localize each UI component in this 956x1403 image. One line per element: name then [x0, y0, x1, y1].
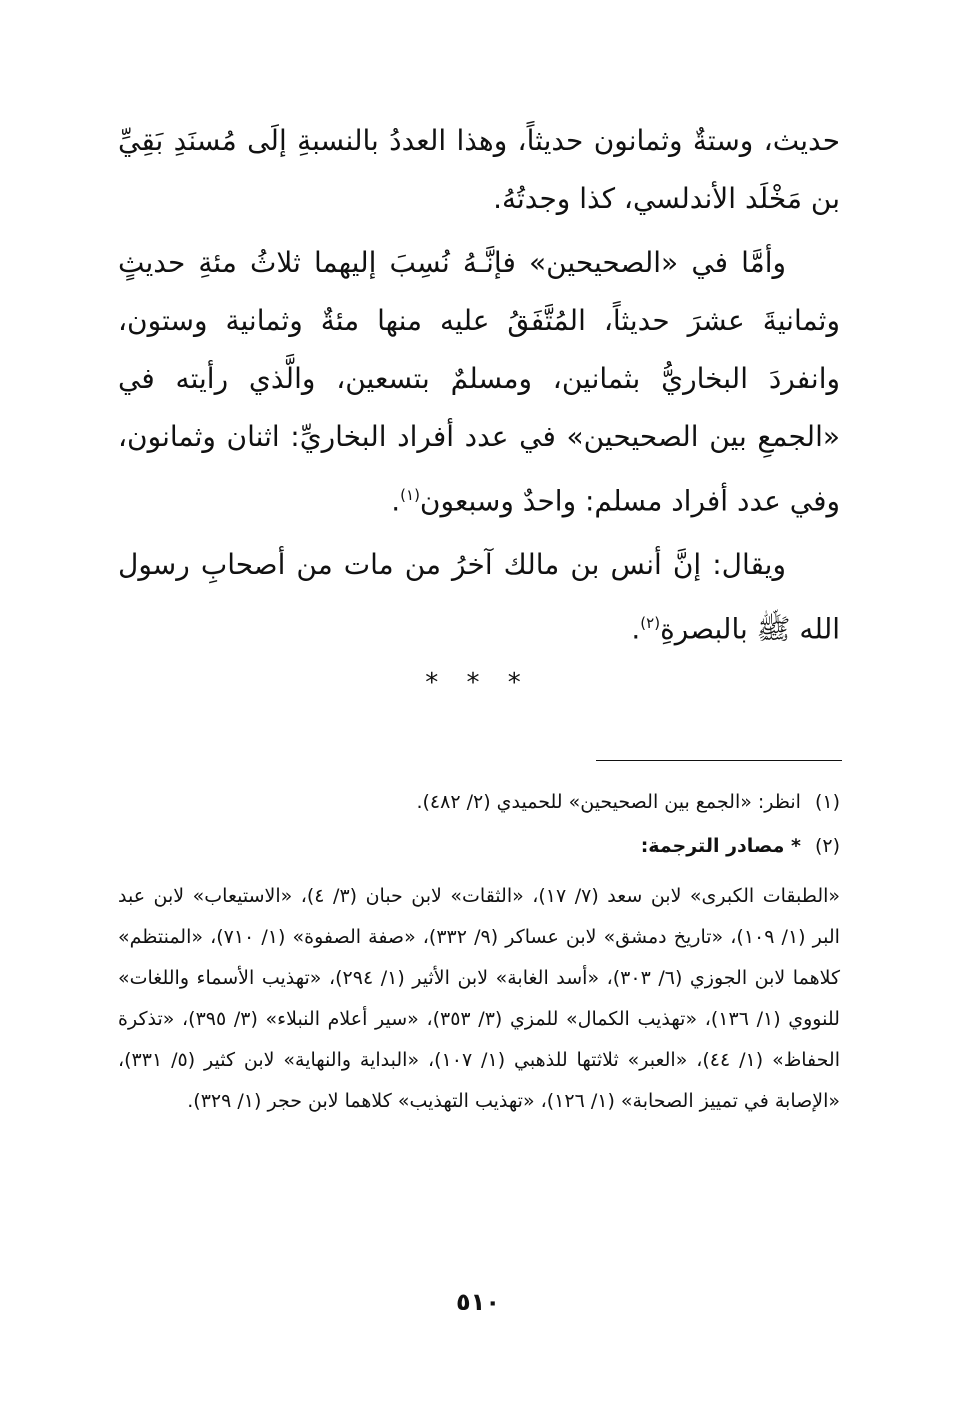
footnote-1-number: (١): [814, 791, 840, 813]
paragraph-1: [118, 112, 840, 228]
footnote-2-number: (٢): [814, 835, 840, 857]
footnote-1: [118, 780, 840, 824]
translation-sources: «الطبقات الكبرى» لابن سعد (٧/ ١٧)، «الثقات» لابن حبان (٣/ ٤)، «الاستيعاب» لابن عبد البر (١/ ١٠٩)، «تاريخ دمشق» لابن عساكر (٩/ ٣٣٢)، «صفة الصفوة» (١/ ٧١٠)، «المنتظم» كلاهما لابن الجوزي (٦/ ٣٠٣)، «أسد الغابة» لابن الأثير (١/ ٢٩٤)، «تهذيب الأسماء واللغات» للنووي (١/ ١٣٦)، «تهذيب الكمال» للمزي (٣/ ٣٥٣)، «سير أعلام النبلاء» (٣/ ٣٩٥)، «تذكرة الحفاظ» (١/ ٤٤)، «العبر» ثلاثتها للذهبي (١/ ١٠٧)، «البداية والنهاية» لابن كثير (٥/ ٣٣١)، «الإصابة في تمييز الصحابة» (١/ ١٢٦)، «تهذيب التهذيب» كلاهما لابن حجر (١/ ٣٢٩).: [118, 885, 841, 1112]
main-text: [118, 112, 840, 665]
page-number: ٥١٠: [456, 1288, 500, 1316]
paragraph-2-text: وأمَّا في «الصحيحين» فإنَّـهُ نُسِبَ إليهما ثلاثُ مئةِ حديثٍ وثمانيةَ عشرَ حديثاً، المُتَّفَقُ عليه منها مئةٌ وثمانية وستون، وانفردَ البخاريُّ بثمانين، ومسلمٌ بتسعين، والَّذي رأيته في «الجمعِ بين الصحيحين» في عدد أفراد البخاريِّ: اثنان وثمانون، وفي عدد أفراد مسلم: واحدٌ وسبعون: [118, 246, 840, 518]
footnote-2-heading: * مصادر الترجمة:: [640, 835, 801, 857]
footnote-2: [118, 824, 840, 868]
footnotes: [118, 780, 840, 1122]
paragraph-3-text: ويقال: إنَّ أنس بن مالك آخرُ من مات من أصحابِ رسول الله ﷺ بالبصرةِ: [118, 548, 840, 646]
paragraph-2-end: .: [391, 484, 401, 518]
paragraph-1-text: حديث، وستةٌ وثمانون حديثاً، وهذا العددُ بالنسبةِ إلَى مُسنَدِ بَقِيِّ بن مَخْلَد الأندلسي، كذا وجدتُهُ.: [118, 124, 840, 215]
paragraph-3: [118, 536, 840, 658]
section-separator: * * *: [425, 668, 531, 698]
footnote-divider: [596, 760, 842, 761]
paragraph-2: [118, 234, 840, 530]
footnote-1-text: انظر: «الجمع بين الصحيحين» للحميدي (٢/ ٤٨٢).: [416, 791, 801, 813]
footnote-ref-2: (٢): [640, 614, 661, 633]
footnote-ref-1: (١): [400, 486, 420, 504]
paragraph-3-end: .: [631, 612, 641, 646]
